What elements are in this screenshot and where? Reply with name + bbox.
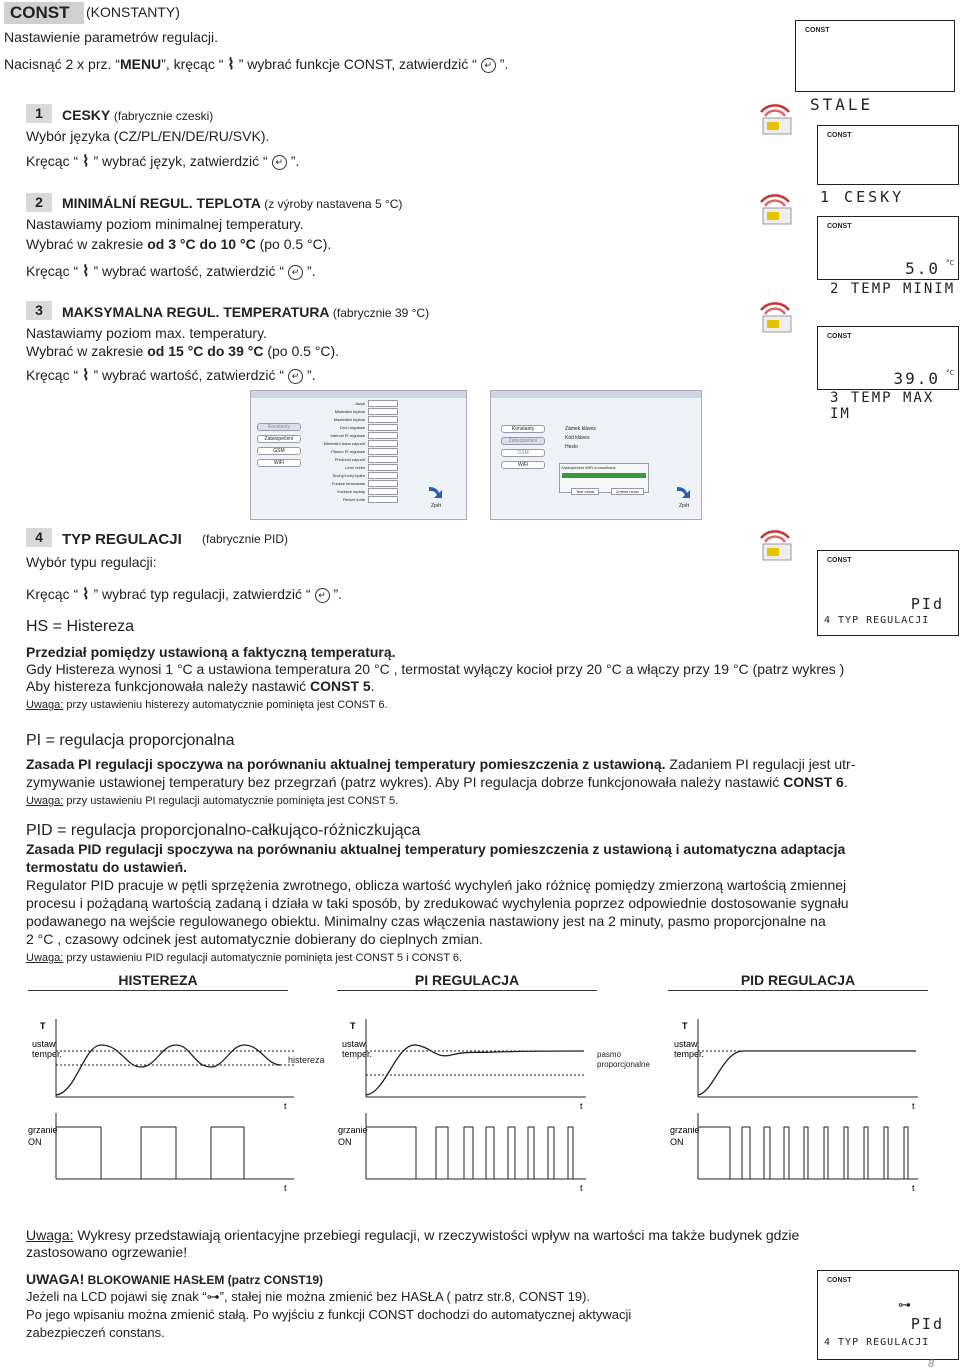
enter-icon: ↵ xyxy=(315,588,330,603)
s3-line3: Kręcąc “ ⌇ ” wybrać wartość, zatwierdzić “ ↵ ”. xyxy=(26,367,316,384)
setpoint-label-2: temper. xyxy=(32,1049,63,1059)
lcd-display-temp-min: CONST 5.0 °C xyxy=(817,216,959,280)
section-4-number: 4 xyxy=(26,528,52,547)
settings-label: Maximální teplota xyxy=(333,416,365,422)
svg-text:t: t xyxy=(580,1183,583,1193)
hs-note: Uwaga: przy ustawieniu histerezy automatycznie pominięta jest CONST 6. xyxy=(26,699,388,711)
tab-wifi[interactable]: WiFi xyxy=(257,459,301,467)
axis-t-small: t xyxy=(284,1101,287,1111)
lcd-segment-temp-max: 3 TEMP MAX IM xyxy=(830,390,935,422)
wifi-thermostat-icon xyxy=(755,98,795,138)
settings-label: Přednost zapnutí xyxy=(334,456,365,462)
hysteresis-label: histereza xyxy=(288,1055,325,1065)
settings-row xyxy=(321,447,401,455)
key-icon: ⊶ xyxy=(206,1289,220,1304)
footer-warning: UWAGA! BLOKOWANIE HASŁEM (patrz CONST19) xyxy=(26,1271,324,1287)
pi-p1: Zasada PI regulacji spoczywa na porównaniu aktualnej temperatury pomieszczenia z ustawioną. Zadaniem PI regulacji jest utr- xyxy=(26,756,856,772)
svg-text:grzanie: grzanie xyxy=(670,1125,700,1135)
pid-p3: podawanego na wejście regulowanego obiektu. Minimalny czas włączenia nastawiony jest na 2 minuty, pasmo proporcjonalne na xyxy=(26,913,826,929)
enter-icon: ↵ xyxy=(288,265,303,280)
svg-text:t: t xyxy=(912,1101,915,1111)
setpoint-label: ustaw. xyxy=(32,1039,58,1049)
hs-title: HS = Histereza xyxy=(26,618,135,635)
prop-band-label: pasmo proporcjonalne xyxy=(597,1050,650,1069)
settings-row xyxy=(321,407,401,415)
knob-icon: ⌇ xyxy=(82,153,90,170)
section-4-note: (fabrycznie PID) xyxy=(202,532,289,546)
settings-label: Pásmo PI regulace xyxy=(331,448,365,454)
settings-value-field[interactable] xyxy=(368,448,398,455)
settings-row xyxy=(321,463,401,471)
svg-text:grzanie: grzanie xyxy=(338,1125,368,1135)
tab-zabezpeceni[interactable]: Zabezpečení xyxy=(501,437,545,445)
wifi-thermostat-icon xyxy=(755,524,795,564)
heating-pulses xyxy=(56,1127,281,1179)
settings-value-field[interactable] xyxy=(368,488,398,495)
settings-label: Druh regulace xyxy=(339,424,365,430)
footer-note1: Uwaga: Wykresy przedstawiają orientacyjne przebiegi regulacji, w rzeczywistości wpływ na wartości ma także budynek gdzie xyxy=(26,1227,800,1243)
settings-row xyxy=(321,487,401,495)
svg-text:t: t xyxy=(580,1101,583,1111)
chart-header-pi: PI REGULACJA xyxy=(337,972,597,991)
knob-icon: ⌇ xyxy=(227,56,235,73)
chart-header-histereza: HISTEREZA xyxy=(28,972,288,991)
svg-text:ON: ON xyxy=(670,1137,684,1147)
settings-value-field[interactable] xyxy=(368,472,398,479)
section-1-title: CESKY (fabrycznie czeski) xyxy=(62,107,214,123)
pid-title: PID = regulacja proporcjonalno-całkująco-różniczkująca xyxy=(26,822,421,839)
settings-label: Minimální teplota xyxy=(334,408,365,414)
tab-gsm[interactable]: GSM xyxy=(257,447,301,455)
svg-text:T: T xyxy=(682,1021,688,1031)
section-2-title: MINIMÁLNÍ REGUL. TEPLOTA (z výroby nastavena 5 °C) xyxy=(62,195,403,211)
settings-value-field[interactable] xyxy=(368,464,398,471)
knob-icon: ⌇ xyxy=(82,367,90,384)
back-arrow-icon[interactable] xyxy=(675,483,693,499)
enter-icon: ↵ xyxy=(481,58,496,73)
change-password-button[interactable]: Změnit heslo xyxy=(611,488,644,495)
settings-label: Letní režim xyxy=(345,464,365,470)
knob-icon: ⌇ xyxy=(82,263,90,280)
settings-value-field[interactable] xyxy=(368,424,398,431)
lcd-segment-temp-min: 2 TEMP MINIM xyxy=(830,281,956,297)
wifi-thermostat-icon xyxy=(755,296,795,336)
pid-bold2: termostatu do ustawień. xyxy=(26,859,188,875)
settings-value-field[interactable] xyxy=(368,456,398,463)
back-label[interactable]: Zpět xyxy=(679,503,690,509)
svg-text:t: t xyxy=(284,1183,287,1193)
settings-row xyxy=(321,431,401,439)
chart-histereza xyxy=(26,1015,296,1195)
s1-line1: Wybór języka (CZ/PL/EN/DE/RU/SVK). xyxy=(26,128,270,144)
pi-note: Uwaga: przy ustawieniu PI regulacji automatycznie pominięta jest CONST 5. xyxy=(26,795,399,807)
test-password-button[interactable]: Test hesla xyxy=(571,488,599,495)
svg-text:temper.: temper. xyxy=(342,1049,373,1059)
wifi-security-label: Zabezpečení WiFi komunikace xyxy=(561,465,616,470)
svg-text:ustaw.: ustaw. xyxy=(342,1039,368,1049)
page-number: 8 xyxy=(928,1358,935,1370)
enter-icon: ↵ xyxy=(272,155,287,170)
svg-text:ON: ON xyxy=(338,1137,352,1147)
tab-zabezpeceni[interactable]: Zabezpečení xyxy=(257,435,301,443)
knob-icon: ⌇ xyxy=(82,586,90,603)
tab-konstanty[interactable]: Konstanty xyxy=(501,425,545,433)
s2-line2: Wybrać w zakresie od 3 °C do 10 °C (po 0.5 °C). xyxy=(26,236,332,252)
const-badge: CONST xyxy=(4,2,84,24)
settings-value-field[interactable] xyxy=(368,432,398,439)
wifi-thermostat-icon xyxy=(755,188,795,228)
settings-label: Korekce teploty xyxy=(337,488,365,494)
settings-label: Minimální doba zapnutí xyxy=(323,440,365,446)
settings-value-field[interactable] xyxy=(368,408,398,415)
lcd-segment-cesky: 1 CESKY xyxy=(820,188,905,206)
lcd-display-typ: CONST PId 4 TYP REGULACJI xyxy=(817,550,959,636)
settings-value-field[interactable] xyxy=(368,496,398,503)
settings-value-field[interactable] xyxy=(368,440,398,447)
settings-value-field[interactable] xyxy=(368,480,398,487)
back-arrow-icon[interactable] xyxy=(427,483,445,499)
s2-line3: Kręcąc “ ⌇ ” wybrać wartość, zatwierdzić “ ↵ ”. xyxy=(26,263,316,280)
footer-note2: zastosowano ogrzewanie! xyxy=(26,1244,188,1260)
pid-note: Uwaga: przy ustawieniu PID regulacji automatycznie pominięta jest CONST 5 i CONST 6. xyxy=(26,952,463,964)
pid-p2: procesu i pożądaną wartością zadaną i działa w taki sposób, by zredukować wychylenia poprzez odpowiednie dostosowanie sygnału xyxy=(26,895,849,911)
pi-p2: zymywanie ustawionej temperatury bez przegrzań (patrz wykres). Aby PI regulacja dobrze funkcjonowała należy nastawić CONST 6. xyxy=(26,774,848,790)
header-line2: Nacisnąć 2 x prz. “MENU”, kręcąc “ ⌇ ” wybrać funkcje CONST, zatwierdzić “ ↵ ”. xyxy=(4,56,509,73)
lcd-segment-stale: STALE xyxy=(810,95,874,114)
app-screenshot-zabezpeceni xyxy=(490,390,702,520)
lcd-header: CONST xyxy=(805,27,830,34)
svg-text:t: t xyxy=(912,1183,915,1193)
password-field[interactable] xyxy=(562,473,646,478)
pid-bold1: Zasada PID regulacji spoczywa na porównaniu aktualnej temperatury pomieszczenia z ustawioną i automatyczna adaptacja xyxy=(26,841,846,857)
svg-text:temper.: temper. xyxy=(674,1049,705,1059)
heating-on-label: ON xyxy=(28,1137,42,1147)
tab-gsm[interactable]: GSM xyxy=(501,449,545,457)
chart-header-pid: PID REGULACJA xyxy=(668,972,928,991)
key-icon: ⊶ xyxy=(898,1297,911,1312)
settings-row xyxy=(321,423,401,431)
svg-text:T: T xyxy=(350,1021,356,1031)
settings-label: Jazyk xyxy=(354,400,365,406)
lcd-display-temp-max: CONST 39.0 °C xyxy=(817,326,959,390)
settings-row xyxy=(321,415,401,423)
settings-row xyxy=(321,439,401,447)
settings-row xyxy=(321,471,401,479)
enter-icon: ↵ xyxy=(288,369,303,384)
field-label: Kód kláves xyxy=(565,435,590,441)
back-label[interactable]: Zpět xyxy=(431,503,442,509)
pid-p1: Regulator PID pracuje w pętli sprzężenia zwrotnego, oblicza wartość wychyleń jako różnicę pomiędzy zmierzoną wartością zmiennej xyxy=(26,877,847,893)
section-3-title: MAKSYMALNA REGUL. TEMPERATURA (fabrycznie 39 °C) xyxy=(62,304,430,320)
settings-row xyxy=(321,455,401,463)
s2-line1: Nastawiamy poziom minimalnej temperatury. xyxy=(26,216,304,232)
footer-l3: zabezpieczeń constans. xyxy=(26,1325,165,1340)
chart-pid xyxy=(668,1015,938,1195)
s4-line1: Wybór typu regulacji: xyxy=(26,554,157,570)
settings-row xyxy=(321,479,401,487)
section-1-number: 1 xyxy=(26,104,52,123)
settings-label: Interval PI regulace xyxy=(330,432,365,438)
settings-row xyxy=(321,399,401,407)
section-4-title: TYP REGULACJI xyxy=(62,531,182,548)
hs-p2: Aby histereza funkcjonowała należy nastawić CONST 5. xyxy=(26,678,375,694)
pid-p4: 2 °C , czasowy odcinek jest automatycznie dobierany do cieplnych zmian. xyxy=(26,931,483,947)
settings-label: Revize tuhle xyxy=(342,496,365,502)
s4-line2: Kręcąc “ ⌇ ” wybrać typ regulacji, zatwierdzić “ ↵ ”. xyxy=(26,586,343,603)
settings-value-field[interactable] xyxy=(368,400,398,407)
lcd-display-cesky: CONST xyxy=(817,125,959,185)
tab-konstanty[interactable]: Konstanty xyxy=(257,423,301,431)
field-label: Zámek kláves xyxy=(565,426,596,432)
header-line1: Nastawienie parametrów regulacji. xyxy=(4,29,218,45)
axis-t-label: T xyxy=(40,1021,46,1031)
settings-row xyxy=(321,495,401,503)
header-subtitle: (KONSTANTY) xyxy=(86,4,180,20)
s3-line2: Wybrać w zakresie od 15 °C do 39 °C (po 0.5 °C). xyxy=(26,343,340,359)
chart-pi xyxy=(336,1015,606,1195)
hs-p1: Gdy Histereza wynosi 1 °C a ustawiona temperatura 20 °C , termostat wyłączy kocioł przy 20 °C a włączy przy 19 °C (patrz wykres ) xyxy=(26,661,845,677)
section-3-number: 3 xyxy=(26,301,52,320)
s1-line2: Kręcąc “ ⌇ ” wybrać język, zatwierdzić “ ↵ ”. xyxy=(26,153,300,170)
heating-label: grzanie xyxy=(28,1125,58,1135)
settings-label: Funkce termostatu xyxy=(331,480,365,486)
hs-bold: Przedział pomiędzy ustawioną a faktyczną temperaturą. xyxy=(26,644,396,660)
footer-l2: Po jego wpisaniu można zmienić stałą. Po wyjściu z funkcji CONST dochodzi do automatycznej aktywacji xyxy=(26,1307,632,1322)
settings-label: Suchý/Lichý týden xyxy=(332,472,365,478)
svg-text:ustaw.: ustaw. xyxy=(674,1039,700,1049)
field-label: Heslo xyxy=(565,444,578,450)
pi-title: PI = regulacja proporcjonalna xyxy=(26,732,235,749)
footer-l1: Jeżeli na LCD pojawi się znak “⊶”, stałej nie można zmienić bez HASŁA ( patrz str.8, CONST 19). xyxy=(26,1289,591,1304)
s3-line1: Nastawiamy poziom max. temperatury. xyxy=(26,325,267,341)
app-screenshot-konstanty xyxy=(250,390,467,520)
section-2-number: 2 xyxy=(26,193,52,212)
settings-value-field[interactable] xyxy=(368,416,398,423)
lcd-display-stale xyxy=(795,20,955,92)
histereza-curve xyxy=(56,1045,281,1095)
tab-wifi[interactable]: WiFi xyxy=(501,461,545,469)
lcd-display-locked: CONST ⊶ PId 4 TYP REGULACJI xyxy=(817,1270,959,1360)
